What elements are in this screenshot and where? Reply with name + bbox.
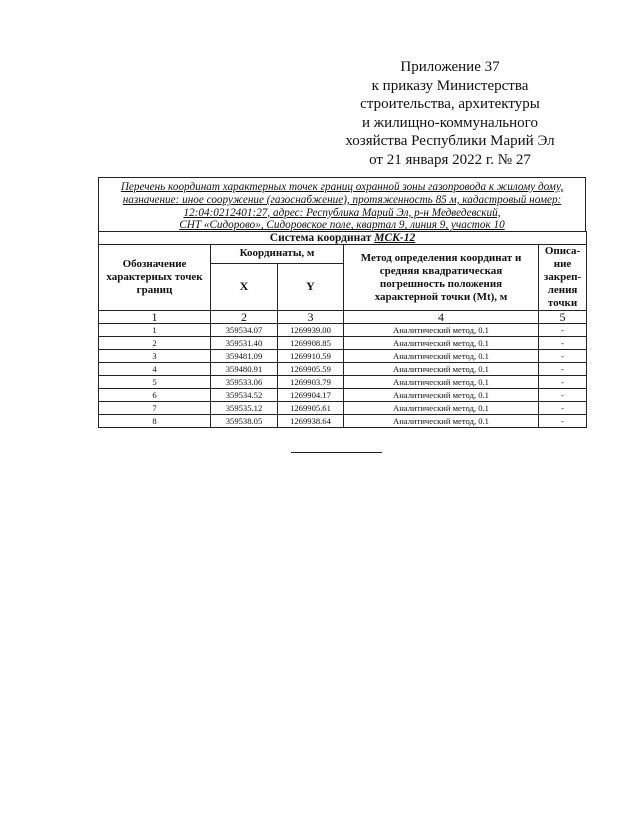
column-number: 4 [344, 311, 539, 324]
table-row [99, 363, 587, 376]
table-row [99, 337, 587, 350]
cell-method: Аналитический метод, 0.1 [344, 402, 539, 415]
title-line: 12:04:0212401:27, адрес: Республика Марий Эл, р-н Медведевский, [183, 206, 501, 219]
coordinate-system-name: МСК-12 [374, 232, 416, 244]
table-row [99, 415, 587, 428]
table-row [99, 376, 587, 389]
cell-description: - [539, 324, 587, 337]
appendix-line: и жилищно-коммунального [362, 114, 538, 131]
cell-y: 1269905.59 [278, 363, 344, 376]
cell-description: - [539, 376, 587, 389]
table-row [99, 389, 587, 402]
cell-method: Аналитический метод, 0.1 [344, 389, 539, 402]
title-line: СНТ «Сидорово», Сидоровское поле, квартал 9, линия 9, участок 10 [179, 219, 505, 232]
title-line: назначение: иное сооружение (газоснабжение), протяженность 85 м, кадастровый номер: [122, 193, 562, 206]
cell-x: 359533.06 [211, 376, 278, 389]
cell-point: 2 [99, 337, 211, 350]
cell-method: Аналитический метод, 0.1 [344, 415, 539, 428]
cell-method: Аналитический метод, 0.1 [344, 324, 539, 337]
coordinate-system-cell [99, 232, 587, 245]
table-row [99, 350, 587, 363]
cell-x: 359534.07 [211, 324, 278, 337]
header-coordinates: Координаты, м [211, 245, 344, 264]
cell-x: 359538.05 [211, 415, 278, 428]
cell-point: 7 [99, 402, 211, 415]
end-divider-line [291, 452, 382, 453]
document-title-box [98, 177, 586, 232]
cell-point: 3 [99, 350, 211, 363]
coordinate-system-row [99, 232, 587, 245]
cell-y: 1269910.59 [278, 350, 344, 363]
column-number: 1 [99, 311, 211, 324]
cell-y: 1269904.17 [278, 389, 344, 402]
column-number-row [99, 311, 587, 324]
cell-point: 6 [99, 389, 211, 402]
appendix-line: от 21 января 2022 г. № 27 [369, 151, 531, 168]
column-number: 2 [211, 311, 278, 324]
cell-description: - [539, 337, 587, 350]
cell-x: 359534.52 [211, 389, 278, 402]
cell-point: 1 [99, 324, 211, 337]
cell-method: Аналитический метод, 0.1 [344, 350, 539, 363]
title-line: Перечень координат характерных точек границ охранной зоны газопровода к жилому дому, [120, 181, 564, 193]
cell-y: 1269908.85 [278, 337, 344, 350]
coordinate-system-label: Система координат [269, 232, 372, 244]
cell-point: 8 [99, 415, 211, 428]
cell-description: - [539, 389, 587, 402]
cell-y: 1269905.61 [278, 402, 344, 415]
header-y: Y [278, 263, 344, 310]
appendix-line: хозяйства Республики Марий Эл [345, 133, 555, 150]
header-x: X [211, 263, 278, 310]
header-point: Обозначение характерных точек границ [99, 245, 211, 311]
header-method: Метод определения координат и средняя квадратическая погрешность положения характерной точки (Mt), м [344, 245, 539, 311]
coordinates-table [98, 231, 587, 428]
appendix-line: к приказу Министерства [371, 77, 529, 94]
cell-y: 1269939.00 [278, 324, 344, 337]
column-number: 3 [278, 311, 344, 324]
appendix-header [330, 58, 570, 170]
cell-y: 1269938.64 [278, 415, 344, 428]
appendix-line: Приложение 37 [400, 59, 500, 75]
table-row [99, 324, 587, 337]
cell-description: - [539, 402, 587, 415]
cell-x: 359531.40 [211, 337, 278, 350]
column-number: 5 [539, 311, 587, 324]
appendix-line: строительства, архитектуры [360, 96, 540, 113]
cell-x: 359480.91 [211, 363, 278, 376]
cell-description: - [539, 415, 587, 428]
header-row [99, 245, 587, 264]
header-description: Описа-ние закреп-ления точки [539, 245, 587, 311]
table-row [99, 402, 587, 415]
cell-y: 1269903.79 [278, 376, 344, 389]
cell-method: Аналитический метод, 0.1 [344, 376, 539, 389]
cell-point: 4 [99, 363, 211, 376]
cell-description: - [539, 350, 587, 363]
cell-x: 359481.09 [211, 350, 278, 363]
cell-method: Аналитический метод, 0.1 [344, 363, 539, 376]
cell-x: 359535.12 [211, 402, 278, 415]
cell-description: - [539, 363, 587, 376]
cell-point: 5 [99, 376, 211, 389]
cell-method: Аналитический метод, 0.1 [344, 337, 539, 350]
